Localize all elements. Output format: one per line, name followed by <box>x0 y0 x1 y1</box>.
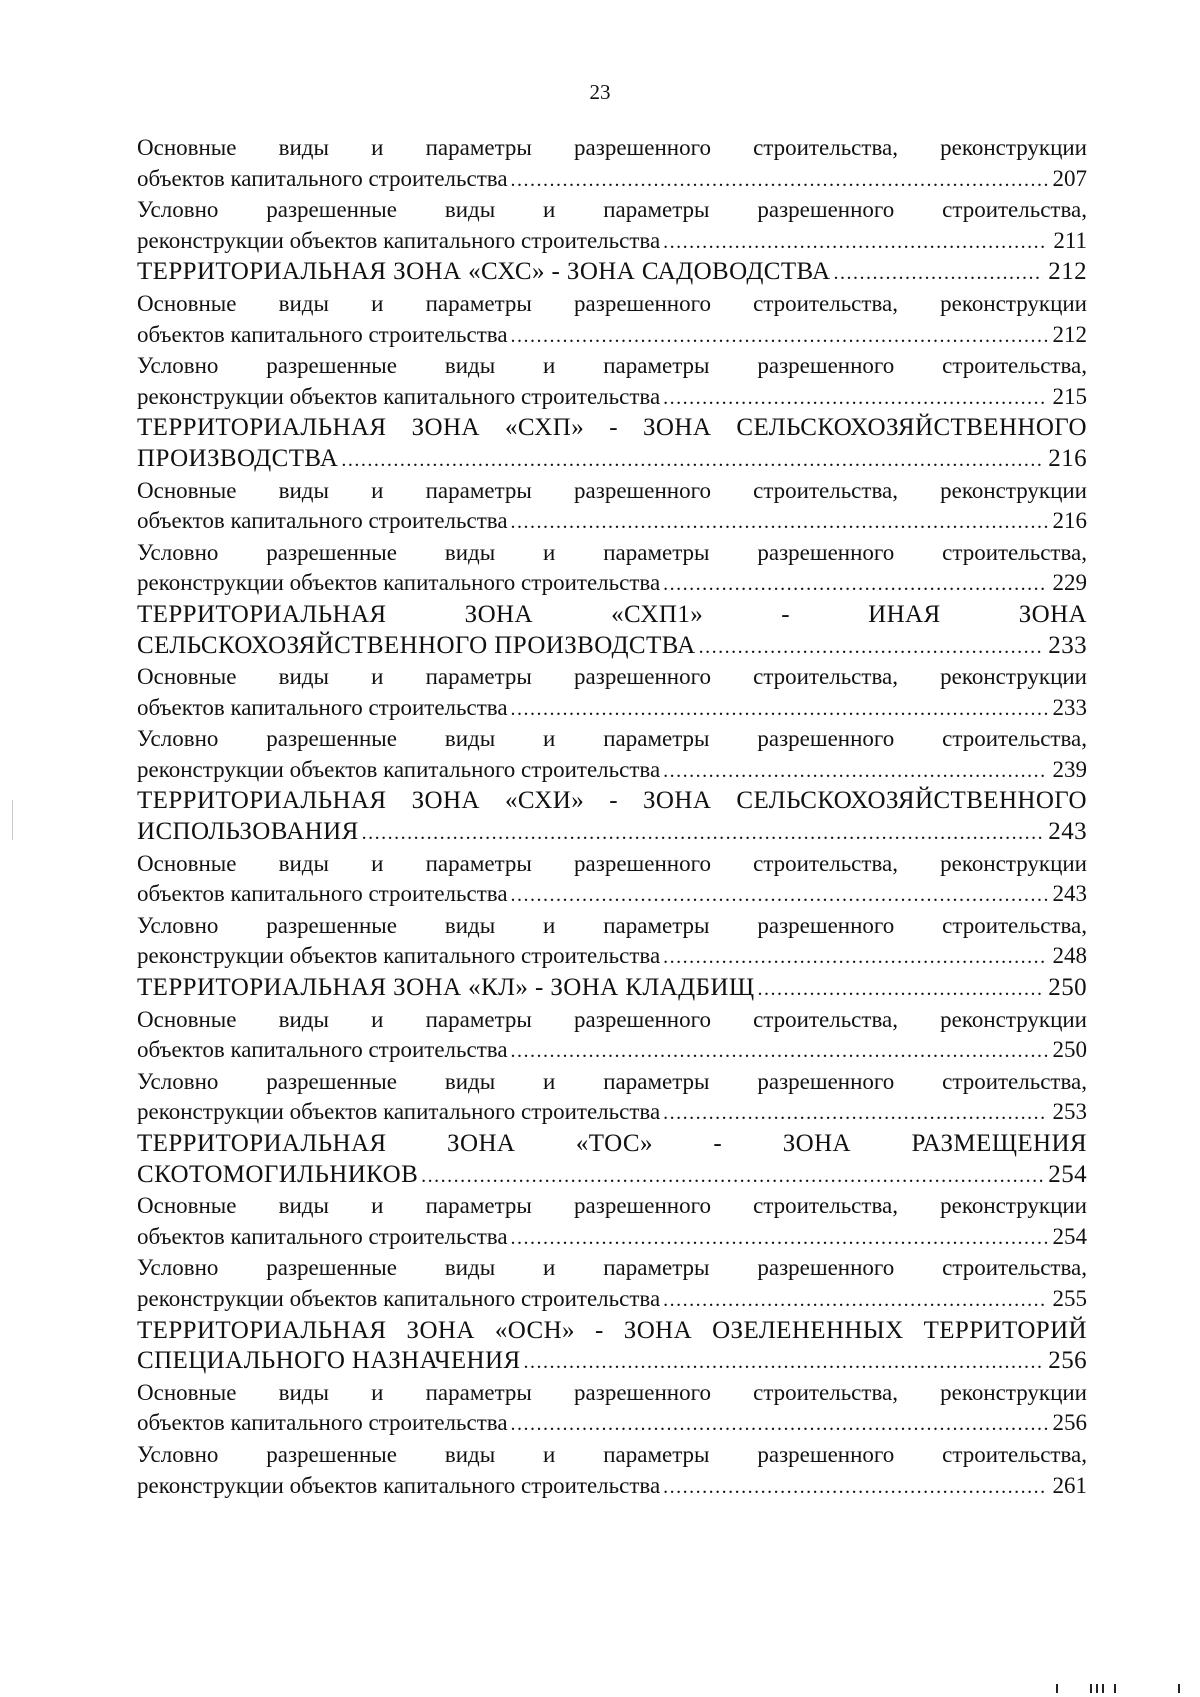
dot-leader <box>663 942 1047 973</box>
toc-entry-title-end: СПЕЦИАЛЬНОГО НАЗНАЧЕНИЯ <box>137 1347 521 1375</box>
dot-leader <box>421 1161 1043 1192</box>
toc-page-number: 256 <box>1048 1347 1087 1375</box>
toc-entry-title-end: объектов капитального строительства <box>137 694 508 720</box>
toc-subsection-entry[interactable] <box>137 351 1087 413</box>
dot-leader <box>663 1285 1047 1316</box>
dot-leader <box>757 974 1043 1005</box>
toc-page-number: 243 <box>1048 818 1087 846</box>
toc-entry-last-line <box>137 1284 1087 1316</box>
toc-entry-last-line <box>137 1097 1087 1129</box>
toc-entry-title-end: ТЕРРИТОРИАЛЬНАЯ ЗОНА «КЛ» - ЗОНА КЛАДБИЩ <box>137 974 755 1002</box>
toc-entry-title-end: реконструкции объектов капитального строительства <box>137 756 661 782</box>
dot-leader <box>663 1472 1047 1503</box>
toc-subsection-entry[interactable] <box>137 1191 1087 1253</box>
dot-leader <box>663 227 1048 258</box>
toc-entry-title-line: Условно разрешенные виды и параметры разрешенного строительства, <box>137 1255 1087 1281</box>
toc-entry-last-line <box>137 568 1087 600</box>
toc-zone-heading[interactable] <box>137 786 1087 848</box>
toc-page-number: 216 <box>1048 444 1087 472</box>
toc-entry-last-line <box>137 444 1087 476</box>
toc-page-number: 212 <box>1052 321 1087 347</box>
toc-page-number: 248 <box>1052 943 1087 969</box>
toc-page-number: 229 <box>1052 570 1087 596</box>
dot-leader <box>834 258 1044 289</box>
toc-entry-last-line <box>137 941 1087 973</box>
toc-subsection-entry[interactable] <box>137 662 1087 724</box>
toc-page-number: 261 <box>1052 1472 1087 1498</box>
toc-page-number: 254 <box>1048 1160 1087 1188</box>
toc-entry-title-line: Основные виды и параметры разрешенного строительства, реконструкции <box>137 850 1087 876</box>
dot-leader <box>663 756 1047 787</box>
toc-page-number: 255 <box>1052 1285 1087 1311</box>
toc-subsection-entry[interactable] <box>137 133 1087 195</box>
toc-entry-title-line: Основные виды и параметры разрешенного строительства, реконструкции <box>137 1379 1087 1405</box>
toc-entry-last-line <box>137 693 1087 725</box>
toc-entry-title-end: СЕЛЬСКОХОЗЯЙСТВЕННОГО ПРОИЗВОДСТВА <box>137 631 696 659</box>
toc-entry-title-end: СКОТОМОГИЛЬНИКОВ <box>137 1160 419 1188</box>
scan-margin-mark <box>12 800 13 840</box>
toc-entry-title-end: реконструкции объектов капитального строительства <box>137 1099 661 1125</box>
toc-entry-title-line: Основные виды и параметры разрешенного строительства, реконструкции <box>137 1006 1087 1032</box>
toc-entry-title-line: Условно разрешенные виды и параметры разрешенного строительства, <box>137 1441 1087 1467</box>
toc-entry-last-line <box>137 320 1087 352</box>
toc-entry-last-line <box>137 631 1087 663</box>
toc-entry-title-line: ТЕРРИТОРИАЛЬНАЯ ЗОНА «ТОС» - ЗОНА РАЗМЕЩЕНИЯ <box>137 1130 1087 1157</box>
toc-subsection-entry[interactable] <box>137 476 1087 538</box>
toc-entry-last-line <box>137 817 1087 849</box>
toc-entry-title-end: объектов капитального строительства <box>137 508 508 534</box>
toc-subsection-entry[interactable] <box>137 1067 1087 1129</box>
toc-entry-title-line: Основные виды и параметры разрешенного строительства, реконструкции <box>137 477 1087 503</box>
dot-leader <box>663 569 1047 600</box>
toc-entry-title-line: ТЕРРИТОРИАЛЬНАЯ ЗОНА «СХИ» - ЗОНА СЕЛЬСКОХОЗЯЙСТВЕННОГО <box>137 787 1087 815</box>
toc-entry-title-end: объектов капитального строительства <box>137 1037 508 1063</box>
toc-zone-heading[interactable] <box>137 600 1087 662</box>
toc-entry-last-line <box>137 382 1087 414</box>
toc-entry-last-line <box>137 164 1087 196</box>
toc-entry-title-end: ТЕРРИТОРИАЛЬНАЯ ЗОНА «СХС» - ЗОНА САДОВОДСТВА <box>137 258 831 286</box>
toc-page-number: 207 <box>1052 165 1087 191</box>
toc-entry-title-end: объектов капитального строительства <box>137 1410 508 1436</box>
toc-entry-title-end: реконструкции объектов капитального строительства <box>137 383 661 409</box>
toc-subsection-entry[interactable] <box>137 1005 1087 1067</box>
scan-edge-marks <box>1050 1683 1190 1693</box>
toc-page-number: 211 <box>1053 227 1087 253</box>
toc-zone-heading[interactable] <box>137 257 1087 289</box>
dot-leader <box>699 632 1044 663</box>
toc-subsection-entry[interactable] <box>137 849 1087 911</box>
dot-leader <box>511 321 1048 352</box>
toc-entry-title-line: Условно разрешенные виды и параметры разрешенного строительства, <box>137 912 1087 938</box>
dot-leader <box>511 694 1048 725</box>
toc-page-number: 253 <box>1052 1099 1087 1125</box>
toc-entry-last-line <box>137 1346 1087 1378</box>
table-of-contents <box>137 133 1087 1502</box>
toc-entry-last-line <box>137 879 1087 911</box>
toc-entry-title-end: объектов капитального строительства <box>137 165 508 191</box>
toc-entry-title-line: Условно разрешенные виды и параметры разрешенного строительства, <box>137 539 1087 565</box>
toc-entry-title-line: Основные виды и параметры разрешенного строительства, реконструкции <box>137 664 1087 690</box>
toc-entry-title-end: реконструкции объектов капитального строительства <box>137 227 661 253</box>
toc-entry-title-end: ИСПОЛЬЗОВАНИЯ <box>137 818 359 846</box>
toc-entry-last-line <box>137 1222 1087 1254</box>
toc-entry-title-line: ТЕРРИТОРИАЛЬНАЯ ЗОНА «СХП1» - ИНАЯ ЗОНА <box>137 600 1087 628</box>
toc-entry-title-line: ТЕРРИТОРИАЛЬНАЯ ЗОНА «СХП» - ЗОНА СЕЛЬСКОХОЗЯЙСТВЕННОГО <box>137 414 1087 442</box>
toc-entry-title-line: Условно разрешенные виды и параметры разрешенного строительства, <box>137 353 1087 379</box>
toc-entry-last-line <box>137 1408 1087 1440</box>
toc-entry-title-end: реконструкции объектов капитального строительства <box>137 1285 661 1311</box>
dot-leader <box>511 507 1048 538</box>
toc-page-number: 250 <box>1048 974 1087 1002</box>
toc-entry-last-line <box>137 226 1087 258</box>
toc-page-number: 215 <box>1052 383 1087 409</box>
toc-entry-last-line <box>137 257 1087 289</box>
toc-entry-last-line <box>137 755 1087 787</box>
toc-entry-title-end: объектов капитального строительства <box>137 881 508 907</box>
dot-leader <box>511 1036 1048 1067</box>
dot-leader <box>663 1098 1047 1129</box>
toc-zone-heading[interactable] <box>137 973 1087 1005</box>
toc-page-number: 243 <box>1052 881 1087 907</box>
toc-entry-title-line: Условно разрешенные виды и параметры разрешенного строительства, <box>137 1068 1087 1094</box>
toc-entry-last-line <box>137 1471 1087 1503</box>
toc-entry-title-line: ТЕРРИТОРИАЛЬНАЯ ЗОНА «ОСН» - ЗОНА ОЗЕЛЕНЕННЫХ ТЕРРИТОРИЙ <box>137 1316 1087 1344</box>
toc-entry-title-end: реконструкции объектов капитального строительства <box>137 943 661 969</box>
toc-entry-title-end: объектов капитального строительства <box>137 321 508 347</box>
dot-leader <box>524 1347 1044 1378</box>
toc-entry-title-end: реконструкции объектов капитального строительства <box>137 570 661 596</box>
dot-leader <box>511 1409 1048 1440</box>
toc-entry-title-line: Условно разрешенные виды и параметры разрешенного строительства, <box>137 726 1087 752</box>
toc-page-number: 216 <box>1052 508 1087 534</box>
dot-leader <box>341 445 1043 476</box>
toc-entry-last-line <box>137 973 1087 1005</box>
toc-entry-title-end: ПРОИЗВОДСТВА <box>137 444 339 472</box>
toc-subsection-entry[interactable] <box>137 195 1087 257</box>
toc-zone-heading[interactable] <box>137 1129 1087 1191</box>
toc-entry-title-end: реконструкции объектов капитального строительства <box>137 1472 661 1498</box>
toc-page-number: 239 <box>1052 756 1087 782</box>
toc-subsection-entry[interactable] <box>137 724 1087 786</box>
dot-leader <box>511 165 1048 196</box>
dot-leader <box>362 818 1044 849</box>
toc-entry-title-line: Основные виды и параметры разрешенного строительства, реконструкции <box>137 1193 1087 1219</box>
toc-subsection-entry[interactable] <box>137 1253 1087 1315</box>
toc-zone-heading[interactable] <box>137 1316 1087 1378</box>
dot-leader <box>511 880 1048 911</box>
toc-subsection-entry[interactable] <box>137 911 1087 973</box>
toc-entry-title-line: Условно разрешенные виды и параметры разрешенного строительства, <box>137 197 1087 223</box>
toc-page-number: 254 <box>1052 1223 1087 1249</box>
toc-entry-last-line <box>137 1035 1087 1067</box>
toc-entry-title-end: объектов капитального строительства <box>137 1223 508 1249</box>
toc-page-number: 250 <box>1052 1037 1087 1063</box>
toc-subsection-entry[interactable] <box>137 538 1087 600</box>
toc-page-number: 233 <box>1048 631 1087 659</box>
dot-leader <box>663 383 1047 414</box>
toc-entry-title-line: Основные виды и параметры разрешенного строительства, реконструкции <box>137 135 1087 160</box>
toc-page-number: 212 <box>1048 258 1087 286</box>
dot-leader <box>511 1223 1048 1254</box>
toc-zone-heading[interactable] <box>137 413 1087 475</box>
toc-subsection-entry[interactable] <box>137 1378 1087 1440</box>
toc-entry-last-line <box>137 1160 1087 1192</box>
toc-entry-last-line <box>137 506 1087 538</box>
toc-subsection-entry[interactable] <box>137 289 1087 351</box>
toc-page-number: 233 <box>1052 694 1087 720</box>
toc-subsection-entry[interactable] <box>137 1440 1087 1502</box>
toc-entry-title-line: Основные виды и параметры разрешенного строительства, реконструкции <box>137 290 1087 316</box>
page-number: 23 <box>589 80 611 104</box>
toc-page-number: 256 <box>1052 1410 1087 1436</box>
